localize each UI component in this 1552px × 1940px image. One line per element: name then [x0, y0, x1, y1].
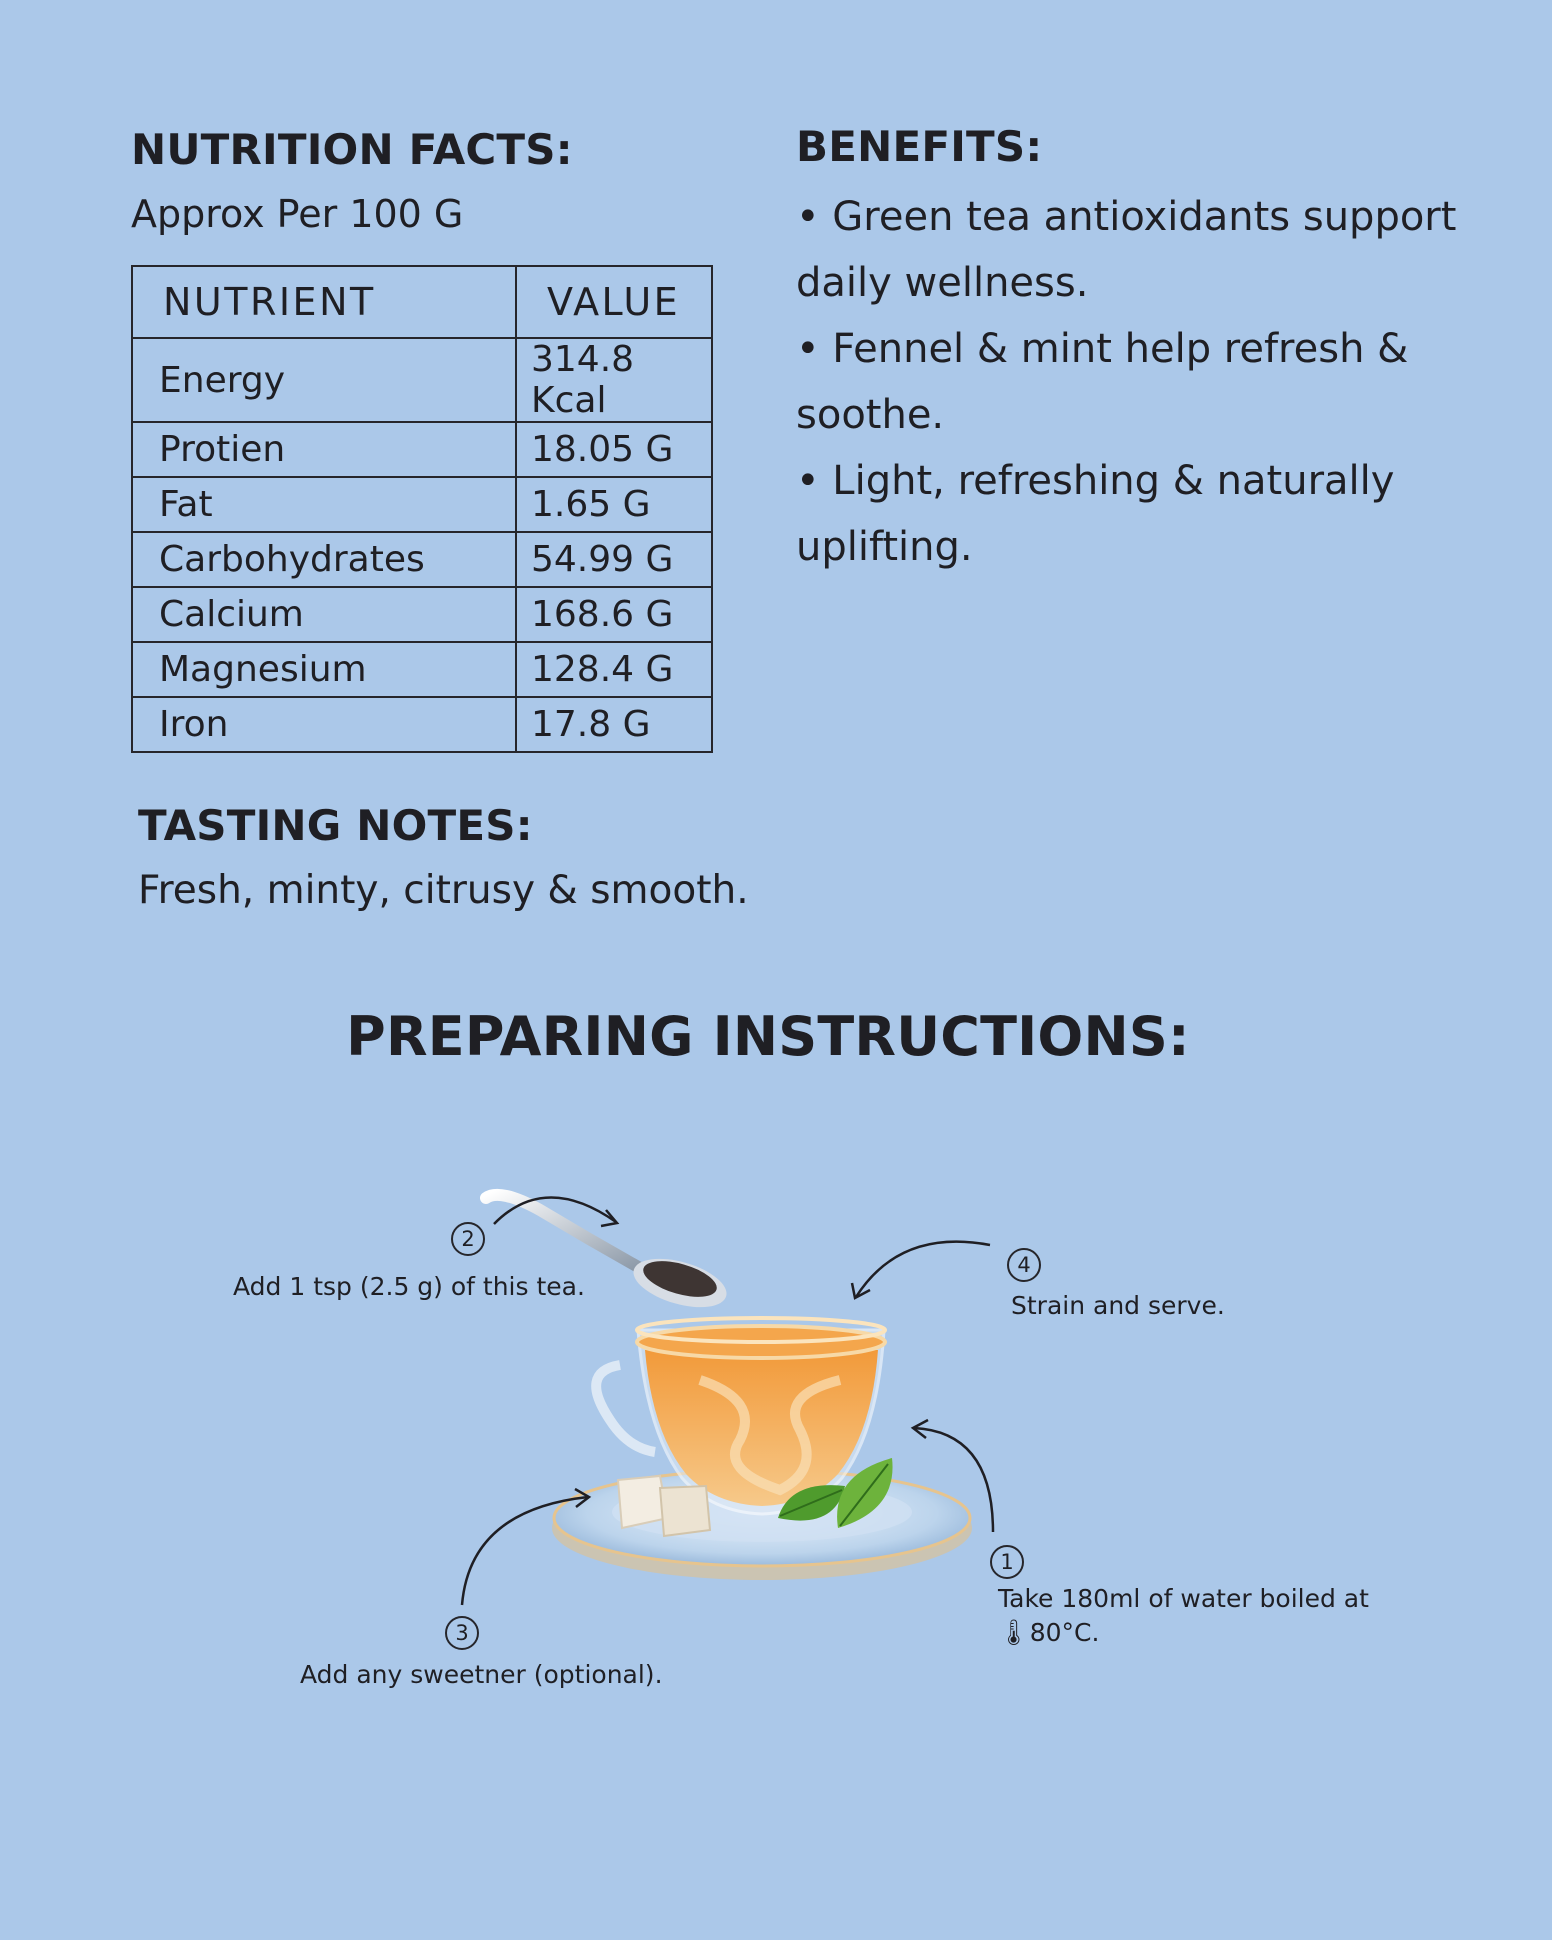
nutrient-value: 17.8 G — [516, 697, 712, 752]
step-1-number: 1 — [990, 1545, 1024, 1579]
instructions-title: PREPARING INSTRUCTIONS: — [346, 1005, 1190, 1068]
step-1-text: Take 180ml of water boiled at 🌡80°C. — [998, 1584, 1369, 1647]
tasting-text: Fresh, minty, citrusy & smooth. — [138, 868, 749, 913]
nutrient-value: 18.05 G — [516, 422, 712, 477]
nutrition-subtitle: Approx Per 100 G — [131, 192, 464, 236]
benefit-item: • Fennel & mint help refresh & soothe. — [796, 326, 1409, 438]
step-3-text: Add any sweetner (optional). — [300, 1660, 663, 1689]
nutrient-name: Iron — [132, 697, 516, 752]
nutrient-value: 54.99 G — [516, 532, 712, 587]
nutrient-value: 168.6 G — [516, 587, 712, 642]
step-3-number: 3 — [445, 1616, 479, 1650]
step-2-text: Add 1 tsp (2.5 g) of this tea. — [233, 1272, 585, 1301]
nutrient-name: Calcium — [132, 587, 516, 642]
nutrient-value: 128.4 G — [516, 642, 712, 697]
nutrient-name: Energy — [132, 338, 516, 422]
benefit-item: • Green tea antioxidants support daily wellness. — [796, 194, 1457, 306]
arrow-step-4-icon — [856, 1242, 990, 1297]
nutrient-name: Fat — [132, 477, 516, 532]
nutrient-value: 1.65 G — [516, 477, 712, 532]
step-2-number: 2 — [451, 1222, 485, 1256]
nutrient-name: Carbohydrates — [132, 532, 516, 587]
nutrient-name: Protien — [132, 422, 516, 477]
nutrient-name: Magnesium — [132, 642, 516, 697]
step-4-number: 4 — [1007, 1248, 1041, 1282]
column-header-nutrient: NUTRIENT — [132, 266, 516, 338]
benefit-item: • Light, refreshing & naturally uplifting. — [796, 458, 1395, 570]
column-header-value: VALUE — [516, 266, 712, 338]
step-4-text: Strain and serve. — [1011, 1291, 1225, 1320]
nutrition-title: NUTRITION FACTS: — [131, 125, 573, 174]
tasting-title: TASTING NOTES: — [138, 801, 533, 850]
nutrient-value: 314.8 Kcal — [516, 338, 712, 422]
benefits-title: BENEFITS: — [796, 122, 1043, 171]
